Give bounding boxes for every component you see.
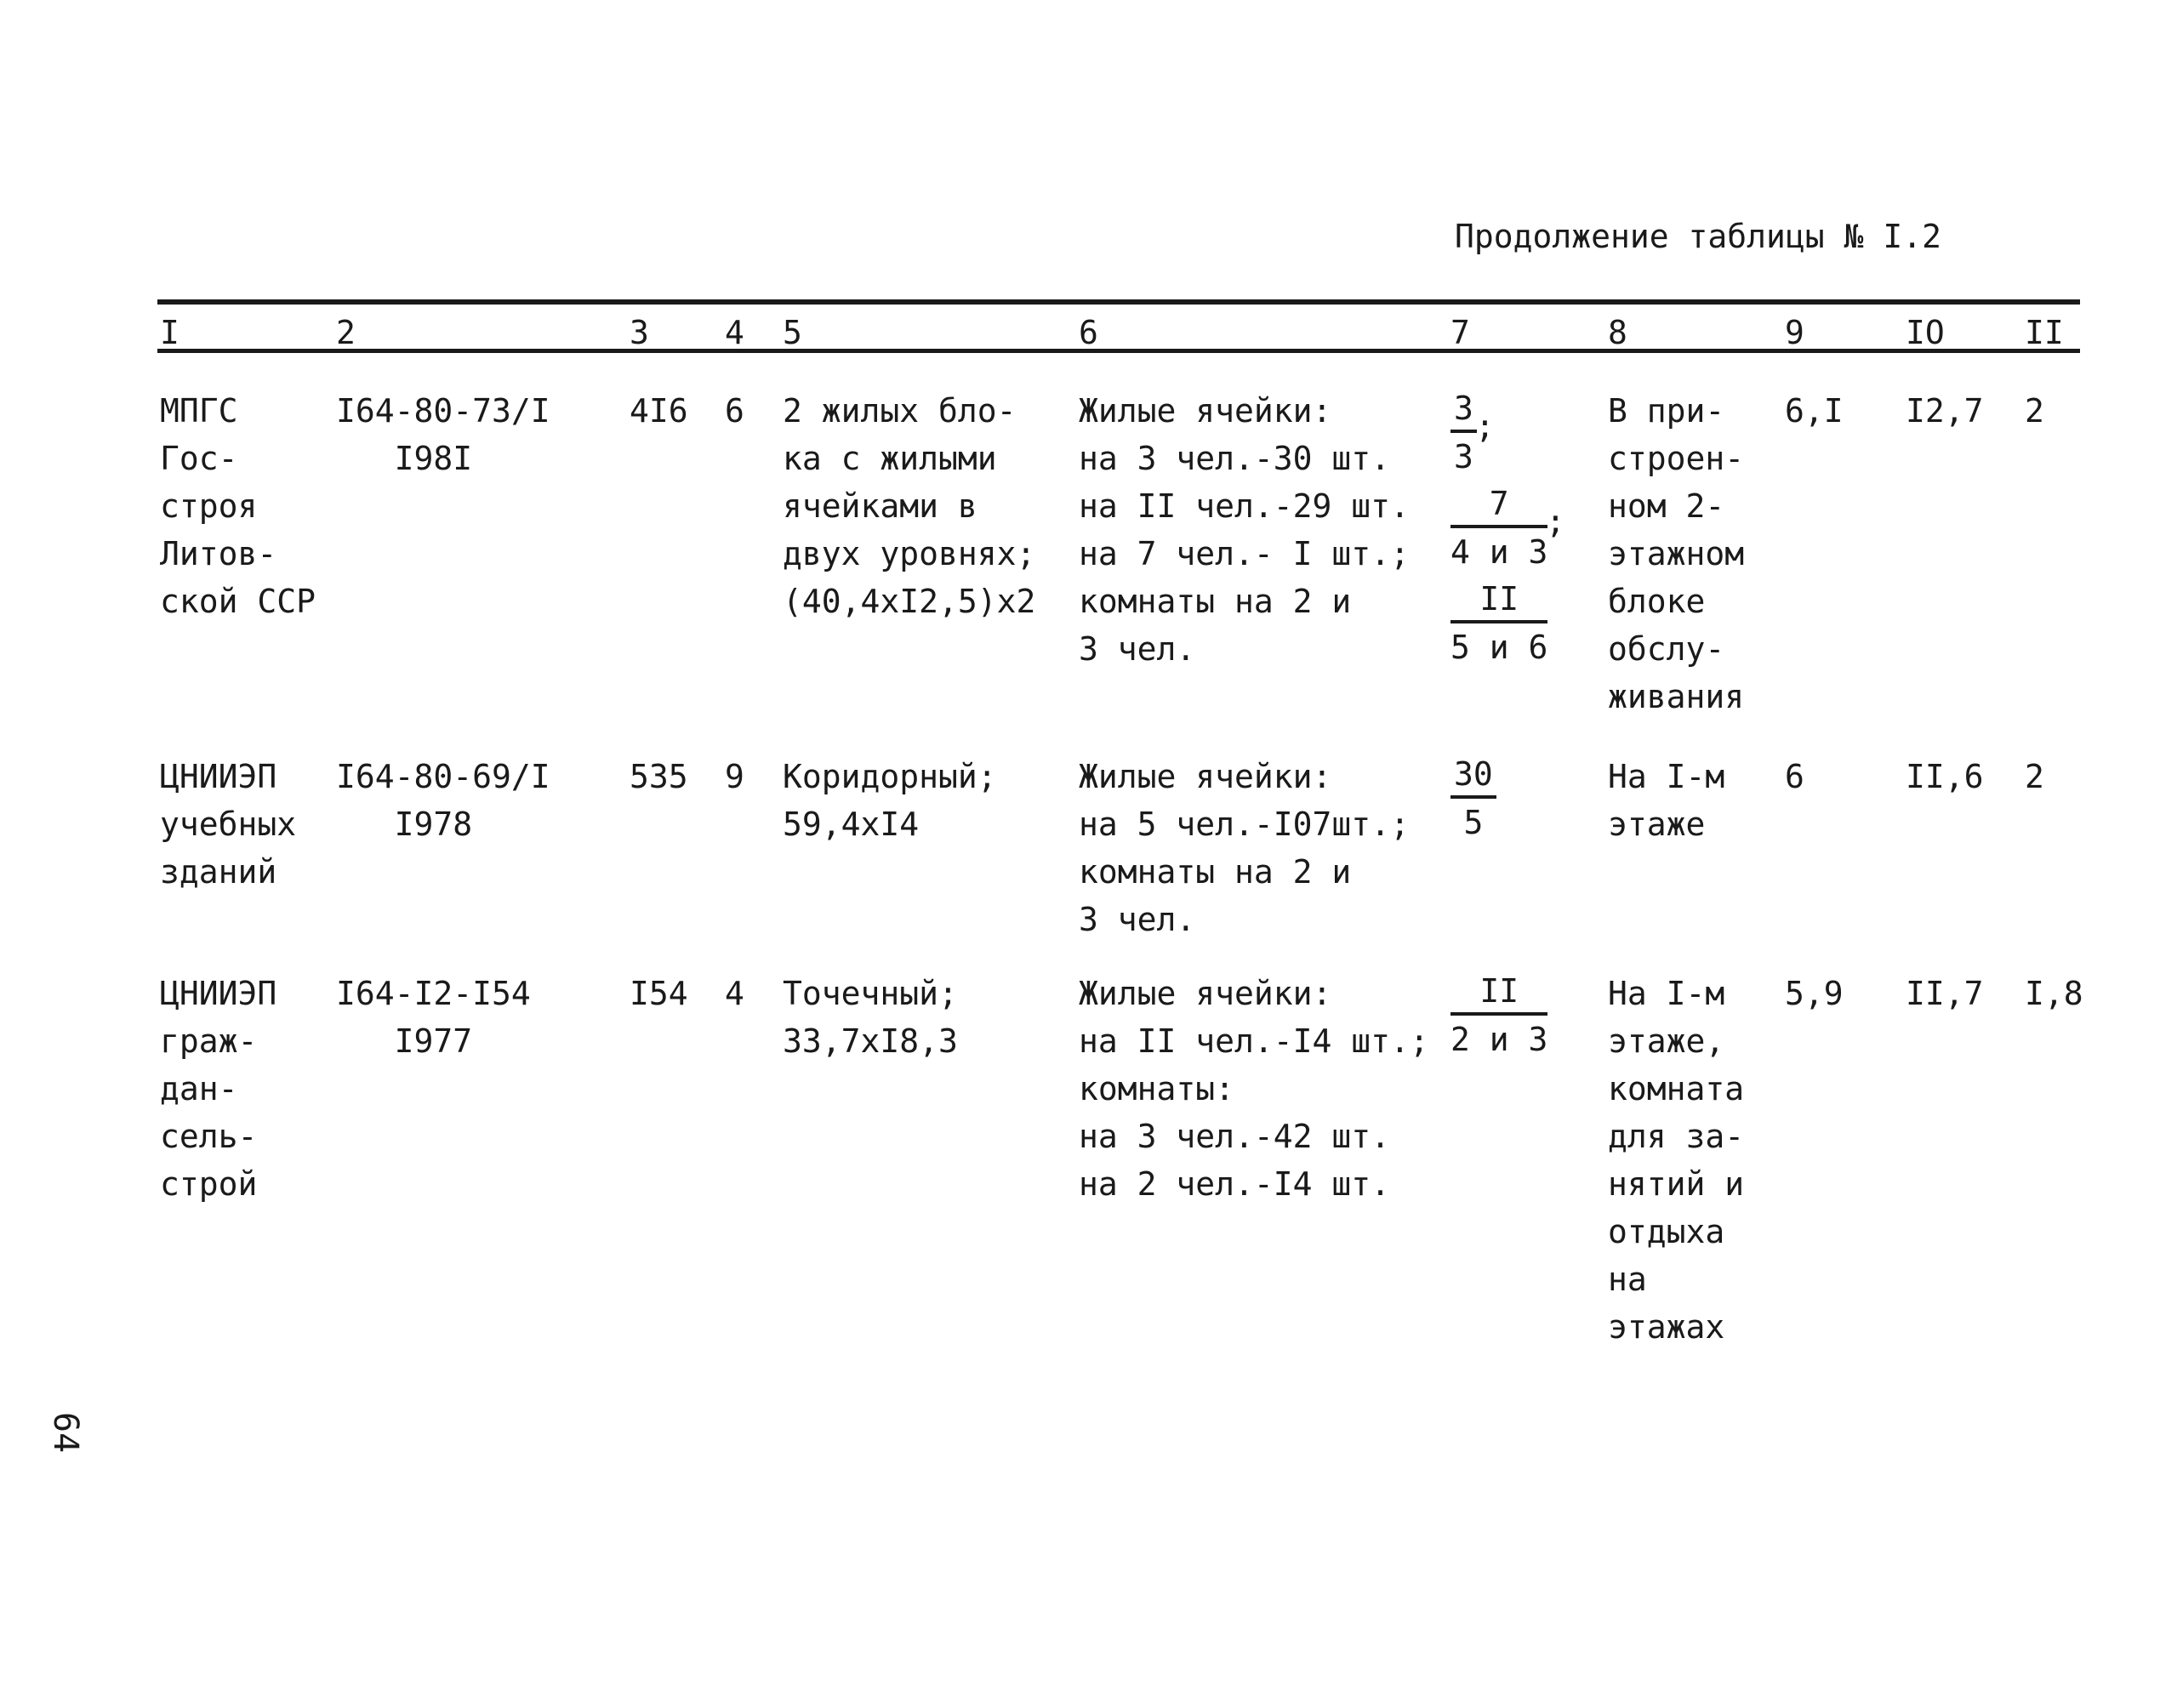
- cell-line: I978: [336, 806, 473, 843]
- cell-line: В при-: [1608, 392, 1725, 430]
- cell-line: на 2 чел.-I4 шт.: [1079, 1165, 1391, 1203]
- cell-line: 4I6: [630, 392, 688, 430]
- column-header-6: 6: [1079, 314, 1098, 351]
- cell-line: 2 жилых бло-: [783, 392, 1017, 430]
- fraction: [1450, 753, 1496, 846]
- column-header-8: 8: [1608, 314, 1627, 351]
- cell-line: граж-: [160, 1022, 258, 1060]
- cell-line: I2,7: [1906, 392, 1984, 430]
- cell-line: зданий: [160, 853, 277, 891]
- cell-line: сель-: [160, 1118, 258, 1155]
- cell-line: 2: [2025, 392, 2044, 430]
- fraction-numerator: 30: [1450, 753, 1496, 799]
- column-header-7: 7: [1450, 314, 1470, 351]
- cell-line: (40,4хI2,5)х2: [783, 583, 1036, 620]
- cell-line: строен-: [1608, 440, 1745, 477]
- column-header-11: II: [2025, 314, 2064, 351]
- table-cell-r1-c6: [1079, 387, 1410, 673]
- cell-line: 3 чел.: [1079, 901, 1196, 938]
- cell-line: На I-м: [1608, 975, 1725, 1012]
- cell-line: 4: [725, 975, 744, 1012]
- table-cell-r3-c6: [1079, 970, 1429, 1208]
- column-header-9: 9: [1785, 314, 1804, 351]
- table-cell-r1-c10: [1906, 387, 1984, 435]
- table-cell-r1-c8: [1608, 387, 1744, 720]
- column-header-3: 3: [630, 314, 649, 351]
- table-cell-r3-c5: [783, 970, 958, 1065]
- fraction-separator: ;: [1546, 503, 1565, 540]
- cell-line: Литов-: [160, 535, 277, 572]
- fraction-numerator: II: [1450, 578, 1547, 623]
- fraction-denominator: 5 и 6: [1450, 629, 1548, 666]
- cell-line: Жилые ячейки:: [1079, 975, 1332, 1012]
- cell-line: двух уровнях;: [783, 535, 1036, 572]
- table-cell-r3-c10: [1906, 970, 1984, 1017]
- fraction-denominator: 3: [1454, 438, 1473, 475]
- table-cell-r3-c11: [2025, 970, 2083, 1017]
- cell-line: на 3 чел.-30 шт.: [1079, 440, 1391, 477]
- table-cell-r3-c9: [1785, 970, 1844, 1017]
- cell-line: на: [1608, 1261, 1647, 1298]
- cell-line: 6,I: [1785, 392, 1844, 430]
- cell-line: комнаты на 2 и: [1079, 583, 1352, 620]
- cell-line: на II чел.-I4 шт.;: [1079, 1022, 1429, 1060]
- fraction-numerator: II: [1450, 970, 1547, 1016]
- fraction-denominator: 2 и 3: [1450, 1021, 1548, 1058]
- cell-line: комнаты на 2 и: [1079, 853, 1352, 891]
- cell-line: на 7 чел.- I шт.;: [1079, 535, 1410, 572]
- table-cell-r1-c11: [2025, 387, 2044, 435]
- table-cell-r1-c2: [336, 387, 550, 482]
- cell-line: этаже,: [1608, 1022, 1725, 1060]
- cell-line: строй: [160, 1165, 258, 1203]
- cell-line: ка с жилыми: [783, 440, 997, 477]
- cell-line: 3 чел.: [1079, 630, 1196, 668]
- fraction: [1450, 578, 1547, 671]
- cell-line: ЦНИИЭП: [160, 758, 277, 795]
- cell-line: этажах: [1608, 1308, 1725, 1346]
- cell-line: 59,4хI4: [783, 806, 920, 843]
- cell-line: МПГС: [160, 392, 238, 430]
- column-header-4: 4: [725, 314, 744, 351]
- cell-line: II,7: [1906, 975, 1984, 1012]
- table-cell-r2-c3: [630, 753, 688, 800]
- cell-line: 5,9: [1785, 975, 1844, 1012]
- table-top-rule: [157, 299, 2080, 305]
- column-header-5: 5: [783, 314, 802, 351]
- cell-line: Коридорный;: [783, 758, 997, 795]
- cell-line: на 5 чел.-I07шт.;: [1079, 806, 1410, 843]
- cell-line: 6: [725, 392, 744, 430]
- cell-line: 33,7хI8,3: [783, 1022, 958, 1060]
- table-cell-r2-c1: [160, 753, 296, 896]
- cell-line: ячейками в: [783, 487, 977, 525]
- cell-line: I98I: [336, 440, 473, 477]
- cell-line: Жилые ячейки:: [1079, 392, 1332, 430]
- cell-line: На I-м: [1608, 758, 1725, 795]
- cell-line: 2: [2025, 758, 2044, 795]
- cell-line: Точечный;: [783, 975, 958, 1012]
- cell-line: I64-I2-I54: [336, 975, 531, 1012]
- table-cell-r3-c8: [1608, 970, 1744, 1351]
- table-cell-r1-c5: [783, 387, 1035, 625]
- table-cell-r1-c4: [725, 387, 744, 435]
- column-header-2: 2: [336, 314, 356, 351]
- cell-line: обслу-: [1608, 630, 1725, 668]
- column-header-1: I: [160, 314, 180, 351]
- cell-line: I54: [630, 975, 688, 1012]
- cell-line: ном 2-: [1608, 487, 1725, 525]
- page-number: 64: [46, 1412, 85, 1454]
- cell-line: комната: [1608, 1070, 1745, 1107]
- cell-line: ЦНИИЭП: [160, 975, 277, 1012]
- cell-line: 6: [1785, 758, 1804, 795]
- cell-line: комнаты:: [1079, 1070, 1235, 1107]
- table-cell-r2-c8: [1608, 753, 1724, 848]
- fraction-denominator: 4 и 3: [1450, 533, 1548, 571]
- table-cell-r2-c9: [1785, 753, 1804, 800]
- table-cell-r2-c6: [1079, 753, 1410, 943]
- cell-line: II,6: [1906, 758, 1984, 795]
- cell-line: Гос-: [160, 440, 238, 477]
- table-cell-r2-c5: [783, 753, 997, 848]
- table-cell-r3-c1: [160, 970, 276, 1208]
- table-cell-r3-c3: [630, 970, 688, 1017]
- fraction-separator: ;: [1475, 407, 1495, 445]
- cell-line: отдыха: [1608, 1213, 1725, 1250]
- cell-line: 535: [630, 758, 688, 795]
- cell-line: ской ССР: [160, 583, 316, 620]
- cell-line: строя: [160, 487, 258, 525]
- column-header-10: IO: [1906, 314, 1945, 351]
- table-cell-r3-c2: [336, 970, 531, 1065]
- cell-line: учебных: [160, 806, 297, 843]
- fraction: [1450, 482, 1547, 576]
- cell-line: этаже: [1608, 806, 1706, 843]
- cell-line: дан-: [160, 1070, 238, 1107]
- table-cell-r2-c10: [1906, 753, 1984, 800]
- table-cell-r2-c4: [725, 753, 744, 800]
- fraction-denominator: 5: [1463, 804, 1484, 841]
- table-cell-r2-c11: [2025, 753, 2044, 800]
- table-cell-r1-c9: [1785, 387, 1844, 435]
- table-caption: Продолжение таблицы № I.2: [1455, 218, 1941, 255]
- fraction-numerator: 7: [1450, 482, 1547, 528]
- table-cell-r1-c3: [630, 387, 688, 435]
- cell-line: I977: [336, 1022, 473, 1060]
- cell-line: блоке: [1608, 583, 1706, 620]
- table-cell-r2-c2: [336, 753, 550, 848]
- cell-line: Жилые ячейки:: [1079, 758, 1332, 795]
- cell-line: 9: [725, 758, 744, 795]
- cell-line: на 3 чел.-42 шт.: [1079, 1118, 1391, 1155]
- cell-line: этажном: [1608, 535, 1745, 572]
- cell-line: I,8: [2025, 975, 2083, 1012]
- cell-line: на II чел.-29 шт.: [1079, 487, 1410, 525]
- cell-line: I64-80-69/I: [336, 758, 550, 795]
- fraction: [1450, 387, 1477, 481]
- table-cell-r3-c4: [725, 970, 744, 1017]
- cell-line: I64-80-73/I: [336, 392, 550, 430]
- table-cell-r1-c1: [160, 387, 316, 625]
- cell-line: нятий и: [1608, 1165, 1745, 1203]
- fraction-numerator: 3: [1450, 387, 1477, 433]
- fraction: [1450, 970, 1547, 1063]
- cell-line: живания: [1608, 678, 1745, 715]
- cell-line: для за-: [1608, 1118, 1745, 1155]
